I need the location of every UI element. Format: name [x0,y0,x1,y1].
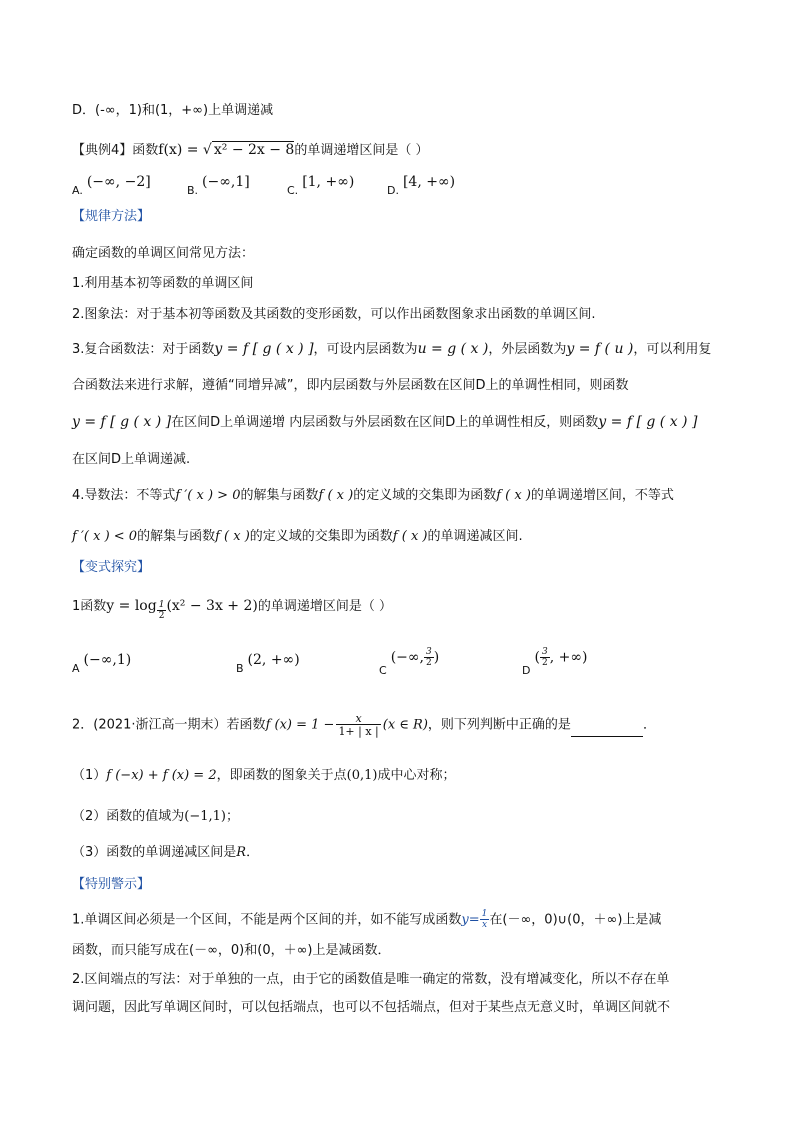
text: ，可设内层函数为 [313,342,418,357]
ex4-option-d[interactable] [387,174,456,197]
log-base-denominator: 2 [158,611,165,621]
formula: (−1,1) [184,809,226,824]
text: 函数 [132,143,159,158]
statement-3 [72,843,259,863]
formula: u = g ( x ) [417,341,489,357]
option-value: [1, +∞) [302,174,355,190]
text: 函数，而只能写成在(－∞，0)和(0，＋∞)上是减函数． [72,943,391,958]
rule-intro [72,244,254,264]
text: 的解集与函数 [137,529,216,544]
formula: (0,1) [346,768,378,783]
text: （2）函数的值域为 [72,809,185,824]
fraction-denominator: 2 [426,658,432,668]
formula: f ( x ) [496,488,531,503]
option-label: A [72,662,80,675]
option-label: A. [72,184,83,197]
formula: f (x) = 1 − [265,717,335,733]
text: （3）函数的单调递减区间是 [72,845,237,860]
rule-1 [72,274,253,294]
formula: y = f ( u ) [566,341,634,357]
formula: f ′( x ) < 0 [72,529,138,544]
text: 1.单调区间必须是一个区间，不能是两个区间的并，如不能写成函数 [72,912,462,928]
rule-4-line-1 [72,486,674,506]
option-label: D [522,663,531,677]
rule-3-line-3 [72,412,697,433]
text: ，外层函数为 [488,342,567,357]
warning-1-line-1 [72,910,661,931]
rule-3-line-4 [72,450,190,470]
text: 在区间D上单调递减. [72,452,191,467]
statement-2 [72,807,239,827]
text: ，则下列判断中正确的是 [427,717,571,733]
example-tag: 【典例4】 [72,143,133,158]
heading: 【规律方法】 [72,209,151,224]
formula: y = log [106,598,157,614]
formula: f(x) = √ [158,142,212,158]
formula: y = f [ g ( x ) ] [214,341,314,357]
ex4-option-b[interactable] [187,174,250,197]
option-value: [4, +∞) [402,174,456,190]
q1-option-c[interactable] [379,647,440,677]
text: 的单调递减区间. [427,529,523,544]
formula: R [236,845,247,860]
text: ； [226,809,240,824]
text: ，即函数的图象关于点 [216,768,347,783]
formula: (x ∈ R) [382,717,428,733]
formula: f ′( x ) > 0 [175,488,241,503]
text: 2.区间端点的写法：对于单独的一点，由于它的函数值是唯一确定的常数，没有增减变化，所以不存在单 [72,972,670,987]
section-heading-rules [72,207,150,227]
option-value: (−∞, −2] [86,174,151,190]
fraction-denominator: 2 [541,658,548,668]
text: 的定义域的交集即为函数 [249,529,393,544]
option-value: (−∞,1] [202,174,250,190]
q1-option-a[interactable] [72,652,132,675]
question-1 [72,596,392,621]
option-d-line [72,101,273,121]
formula: f ( x ) [215,529,250,544]
text: 调问题，因此写单调区间时，可以包括端点，也可以不包括端点，但对于某些点无意义时，单调区间就不 [72,1000,671,1015]
formula: y = f [ g ( x ) ] [598,414,698,430]
fraction-denominator: x [480,919,490,930]
text: 3.复合函数法：对于函数 [72,342,215,357]
formula: (x² − 3x + 2) [166,598,258,614]
text: 的解集与函数 [240,488,319,503]
text: 2．(2021·浙江高一期末）若函数 [72,717,266,733]
warning-1-line-2 [72,941,391,961]
text: ． [246,845,260,860]
formula: f ( x ) [392,529,428,544]
formula: f ( x ) [318,488,354,503]
q1-option-d[interactable] [522,647,588,677]
text: ． [642,717,656,733]
text: 的单调递增区间是（ ） [294,143,429,158]
example-4-line [72,140,428,161]
text: 2.图象法：对于基本初等函数及其函数的变形函数，可以作出函数图象求出函数的单调区间. [72,307,596,322]
log-base-numerator: 1 [158,600,165,610]
rule-3-line-2 [72,376,628,396]
formula: f (−x) + f (x) = 2 [106,768,217,783]
heading: 【特别警示】 [72,877,151,892]
text: 1.利用基本初等函数的单调区间 [72,276,254,291]
warning-2-line-2 [72,998,670,1018]
option-label: B. [187,184,199,197]
answer-blank[interactable] [571,722,643,737]
text: 的定义域的交集即为函数 [353,488,497,503]
option-label: D. [387,184,399,197]
fraction-numerator: x [355,712,362,725]
formula: y = f [ g ( x ) ] [72,414,172,430]
ex4-option-a[interactable] [72,174,151,197]
rule-2 [72,305,596,325]
option-value: ) [433,649,440,666]
option-value: (−∞, [390,649,424,666]
text: 合函数法来进行求解，遵循“同增异减”，即内层函数与外层函数在区间D上的单调性相同，则函数 [72,378,629,393]
text: 成中心对称； [377,768,456,783]
warning-2-line-1 [72,970,669,990]
fraction-numerator: 3 [426,647,432,657]
section-heading-variants [72,558,150,578]
text: 确定函数的单调区间常见方法： [72,246,255,261]
question-2 [72,713,656,737]
text: 在区间D上单调递增 内层函数与外层函数在区间D上的单调性相反，则函数 [171,415,599,430]
fraction-denominator: 1+ | x | [338,725,379,738]
statement-1 [72,766,455,786]
option-value: , +∞) [549,649,588,666]
section-heading-warnings [72,875,150,895]
text: 的单调递增区间，不等式 [530,488,674,503]
rule-4-line-2 [72,527,523,547]
q1-option-b[interactable] [236,652,300,675]
text: （1） [72,768,107,783]
option-label: C. [287,184,299,197]
text: 4.导数法：不等式 [72,488,176,503]
option-label: B [236,662,244,675]
text: D．(-∞，1)和(1，+∞)上单调递减 [72,103,274,118]
rule-3-line-1 [72,339,711,360]
option-value: (2, +∞) [247,652,300,668]
text: 1函数 [72,599,107,614]
text: ，可以利用复 [633,342,712,357]
fraction-numerator: 1 [481,909,488,919]
option-value: ( [534,649,540,666]
ex4-option-c[interactable] [287,174,355,197]
text: 的单调递增区间是（ ） [257,599,392,614]
heading: 【变式探究】 [72,560,151,575]
option-label: C [379,663,387,677]
option-value: (−∞,1) [83,652,132,668]
formula: y= [461,912,480,928]
text: 在(－∞，0)∪(0，＋∞)上是减 [489,912,662,928]
formula-radicand: x² − 2x − 8 [213,142,295,158]
fraction-numerator: 3 [541,647,548,657]
